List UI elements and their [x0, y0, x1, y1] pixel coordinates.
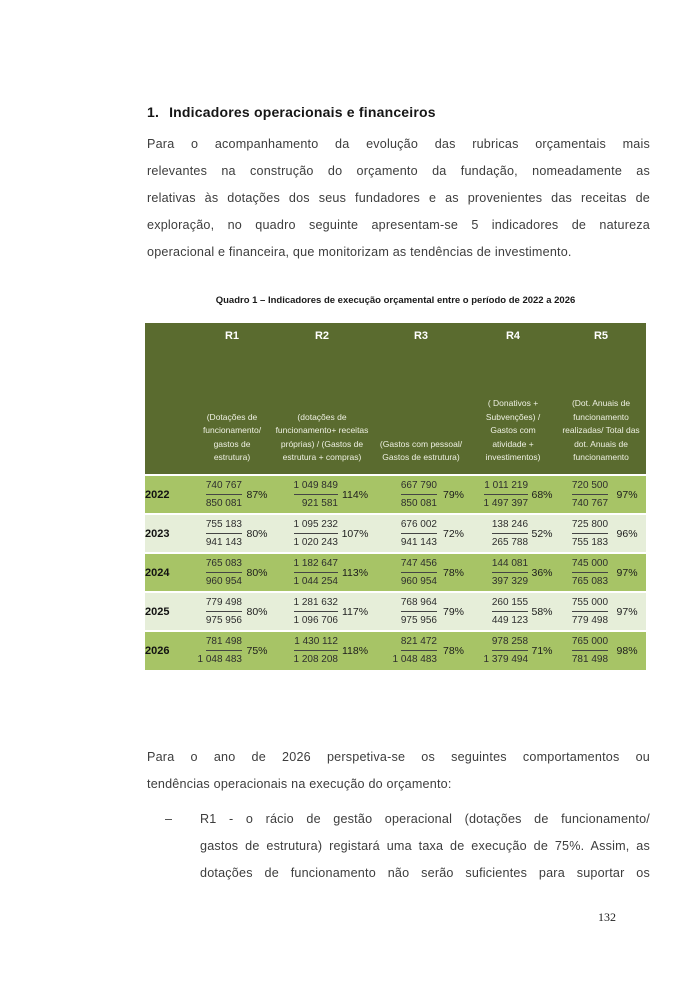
numerator: 747 456 [401, 556, 437, 573]
numerator: 765 083 [206, 556, 242, 573]
denominator: 1 044 254 [293, 575, 338, 587]
section-title: Indicadores operacionais e financeiros [169, 104, 436, 120]
percent-cell: 80% [242, 514, 272, 553]
percent-cell: 71% [528, 631, 556, 670]
denominator: 779 498 [571, 614, 609, 626]
table-corner-cell [145, 323, 192, 475]
denominator: 921 581 [301, 497, 338, 509]
percent-cell: 117% [338, 592, 372, 631]
percent-cell: 97% [608, 475, 646, 514]
table-header-row [145, 323, 646, 475]
column-header-r1 [192, 323, 272, 475]
numerator: 138 246 [492, 517, 528, 534]
bullet-item-r1 [147, 806, 650, 887]
column-label: R1 [224, 330, 240, 342]
denominator: 941 143 [205, 536, 242, 548]
percent-cell: 52% [528, 514, 556, 553]
numerator: 720 500 [572, 478, 608, 495]
percent-cell: 79% [437, 592, 470, 631]
percent-cell: 68% [528, 475, 556, 514]
numerator: 755 183 [206, 517, 242, 534]
fraction-cell [556, 592, 608, 631]
numerator: 1 011 219 [484, 478, 528, 495]
denominator: 781 498 [571, 654, 609, 665]
percent-cell: 36% [528, 553, 556, 592]
numerator: 676 002 [401, 517, 437, 534]
fraction-cell [556, 475, 608, 514]
denominator: 449 123 [491, 614, 529, 626]
column-description: (dotações de funcionamento+ receitas próprias) / (Gastos de estrutura + compras) [275, 411, 369, 463]
bullet-text [200, 806, 650, 887]
percent-cell: 79% [437, 475, 470, 514]
denominator: 960 954 [400, 575, 437, 587]
fraction-cell [192, 553, 242, 592]
denominator: 975 956 [400, 614, 437, 626]
paragraph-line: R1 - o rácio de gestão operacional (dotações de funcionamento/ [200, 812, 650, 826]
paragraph-line: gastos de estrutura) registará uma taxa de execução de 75%. Assim, as [200, 839, 650, 853]
fraction-cell [556, 514, 608, 553]
fraction-cell [372, 553, 437, 592]
percent-cell: 114% [338, 475, 372, 514]
fraction-cell [192, 592, 242, 631]
fraction-cell [272, 592, 338, 631]
numerator: 144 081 [492, 556, 528, 573]
column-label: R4 [505, 330, 521, 342]
percent-cell: 75% [242, 631, 272, 670]
fraction-cell [372, 592, 437, 631]
denominator: 1 048 483 [197, 654, 242, 665]
numerator: 667 790 [401, 478, 437, 495]
denominator: 1 096 706 [293, 614, 338, 626]
denominator: 740 767 [571, 497, 609, 509]
outlook-paragraph [147, 744, 650, 798]
column-header-r4 [470, 323, 556, 475]
numerator: 765 000 [572, 634, 608, 651]
numerator: 781 498 [206, 634, 242, 651]
fraction-cell [272, 475, 338, 514]
paragraph-line: Para o acompanhamento da evolução das rubricas orçamentais mais [147, 137, 650, 151]
fraction-cell [470, 631, 528, 670]
numerator: 1 095 232 [294, 517, 339, 534]
fraction-cell [470, 475, 528, 514]
section-number: 1. [147, 104, 160, 120]
percent-cell: 58% [528, 592, 556, 631]
column-label: R5 [593, 330, 609, 342]
fraction-cell [192, 475, 242, 514]
denominator: 1 208 208 [293, 654, 338, 665]
paragraph-line: tendências operacionais na execução do orçamento: [147, 777, 452, 791]
denominator: 397 329 [491, 575, 529, 587]
fraction-cell [192, 514, 242, 553]
numerator: 745 000 [572, 556, 608, 573]
fraction-cell [470, 553, 528, 592]
numerator: 768 964 [401, 595, 437, 612]
numerator: 725 800 [572, 517, 608, 534]
percent-cell: 78% [437, 553, 470, 592]
column-label: R3 [413, 330, 429, 342]
denominator: 941 143 [400, 536, 437, 548]
percent-cell: 87% [242, 475, 272, 514]
percent-cell: 97% [608, 592, 646, 631]
year-cell: 2023 [145, 514, 192, 553]
percent-cell: 97% [608, 553, 646, 592]
numerator: 1 049 849 [294, 478, 339, 495]
percent-cell: 98% [608, 631, 646, 670]
numerator: 260 155 [492, 595, 528, 612]
table-row-2023 [145, 514, 646, 553]
fraction-cell [272, 631, 338, 670]
column-header-r3 [372, 323, 470, 475]
fraction-cell [372, 514, 437, 553]
column-header-r2 [272, 323, 372, 475]
denominator: 850 081 [400, 497, 437, 509]
percent-cell: 80% [242, 592, 272, 631]
denominator: 1 048 483 [392, 654, 437, 665]
numerator: 740 767 [206, 478, 242, 495]
numerator: 1 182 647 [294, 556, 339, 573]
fraction-cell [556, 631, 608, 670]
paragraph-line: relevantes na construção do orçamento da fundação, nomeadamente as [147, 164, 650, 178]
denominator: 265 788 [491, 536, 529, 548]
table-row-2022 [145, 475, 646, 514]
page-number: 132 [598, 910, 616, 924]
percent-cell: 78% [437, 631, 470, 670]
denominator: 960 954 [205, 575, 242, 587]
numerator: 1 281 632 [294, 595, 339, 612]
percent-cell: 72% [437, 514, 470, 553]
intro-paragraph [147, 131, 650, 266]
paragraph-line: dotações de funcionamento não serão suficientes para suportar os [200, 866, 650, 880]
fraction-cell [372, 631, 437, 670]
paragraph-line: Para o ano de 2026 perspetiva-se os seguintes comportamentos ou [147, 750, 650, 764]
percent-cell: 96% [608, 514, 646, 553]
numerator: 779 498 [206, 595, 242, 612]
fraction-cell [470, 592, 528, 631]
column-description: (Dot. Anuais de funcionamento realizadas/ Total das dot. Anuais de funcionamento [562, 398, 640, 463]
column-description: (Gastos com pessoal/ Gastos de estrutura) [379, 438, 463, 463]
numerator: 978 258 [492, 634, 528, 651]
table-row-2026 [145, 631, 646, 670]
fraction-cell [272, 514, 338, 553]
percent-cell: 113% [338, 553, 372, 592]
numerator: 755 000 [572, 595, 608, 612]
denominator: 1 379 494 [483, 654, 529, 665]
paragraph-line: exploração, no quadro seguinte apresentam-se 5 indicadores de natureza [147, 218, 650, 232]
numerator: 821 472 [401, 634, 437, 651]
table-row-2024 [145, 553, 646, 592]
denominator: 975 956 [205, 614, 242, 626]
column-header-r5 [556, 323, 646, 475]
fraction-cell [470, 514, 528, 553]
column-description: ( Donativos + Subvenções) / Gastos com atividade + investimentos) [485, 398, 541, 463]
bullet-dash: – [165, 812, 173, 826]
table-row-2025 [145, 592, 646, 631]
column-description: (Dotações de funcionamento/ gastos de estrutura) [202, 411, 262, 463]
paragraph-line: relativas às dotações dos seus fundadores e as provenientes das receitas de [147, 191, 650, 205]
denominator: 765 083 [571, 575, 609, 587]
numerator: 1 430 112 [294, 634, 338, 651]
percent-cell: 118% [338, 631, 372, 670]
year-cell: 2026 [145, 631, 192, 670]
section-heading [147, 104, 650, 120]
fraction-cell [192, 631, 242, 670]
year-cell: 2024 [145, 553, 192, 592]
indicators-table [145, 323, 646, 670]
percent-cell: 107% [338, 514, 372, 553]
year-cell: 2025 [145, 592, 192, 631]
fraction-cell [272, 553, 338, 592]
percent-cell: 80% [242, 553, 272, 592]
paragraph-line: operacional e financeira, que monitorizam as tendências de investimento. [147, 245, 572, 259]
denominator: 850 081 [205, 497, 242, 509]
fraction-cell [372, 475, 437, 514]
fraction-cell [556, 553, 608, 592]
year-cell: 2022 [145, 475, 192, 514]
denominator: 1 497 397 [483, 497, 529, 509]
denominator: 1 020 243 [293, 536, 338, 548]
column-label: R2 [314, 330, 330, 342]
denominator: 755 183 [571, 536, 609, 548]
table-caption: Quadro 1 – Indicadores de execução orçamental entre o período de 2022 a 2026 [215, 295, 576, 306]
